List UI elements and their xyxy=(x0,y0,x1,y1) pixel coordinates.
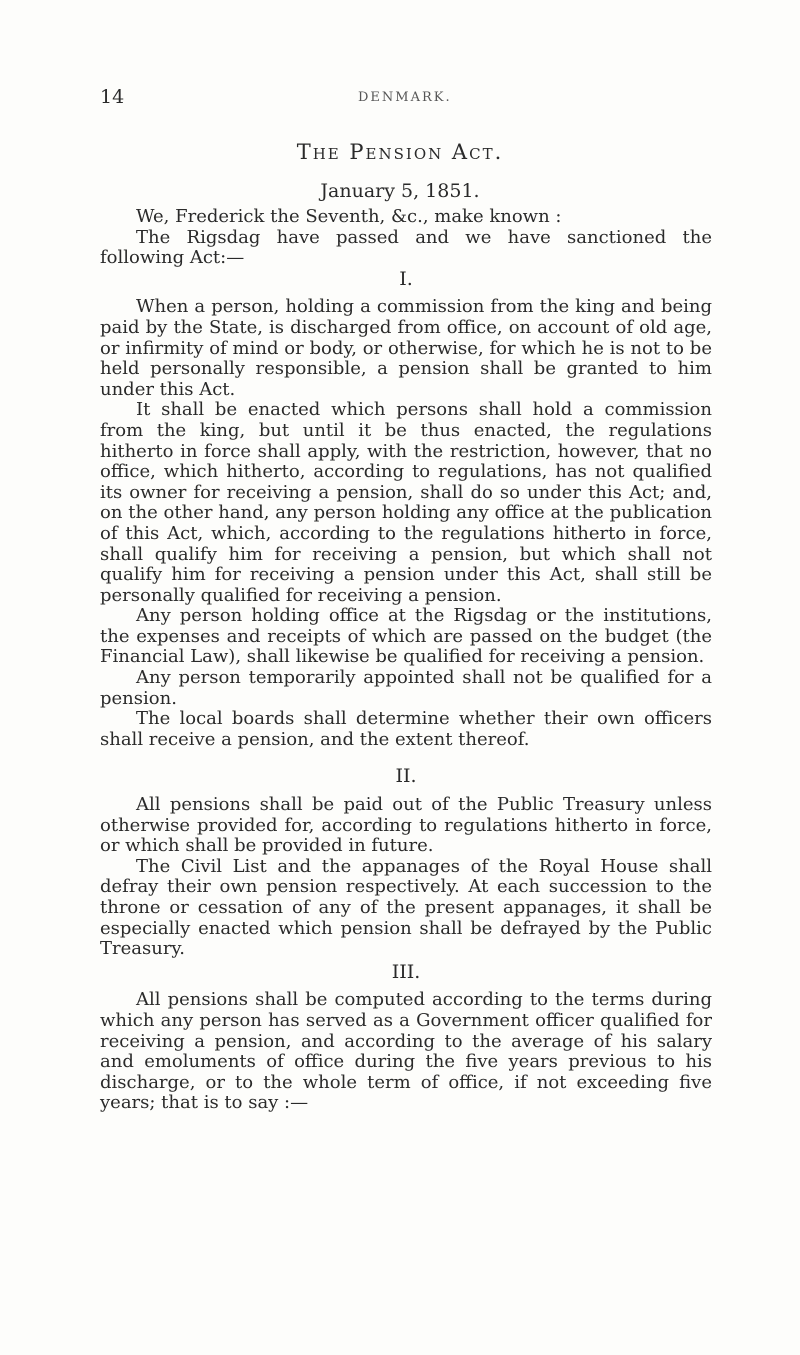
section-paragraph: The local boards shall determine whether their own officers shall receive a pension, and the extent thereof. xyxy=(100,708,712,750)
preamble-line: We, Frederick the Seventh, &c., make known : xyxy=(136,206,562,227)
document-title: The Pension Act. xyxy=(296,140,504,164)
section-paragraph: It shall be enacted which persons shall hold a commission from the king, but until it be thus enacted, the regulations hitherto in force shall apply, with the restriction, however, that no office, which hitherto, according to regulations, has not qualified its owner for receiving a pension, shall do so under this Act; and, on the other hand, any person holding any office at the publication of this Act, which, according to the regulations hitherto in force, shall qualify him for receiving a pension, but which shall not qualify him for receiving a pension under this Act, shall still be personally qualified for receiving a pension. xyxy=(100,399,712,606)
running-head xyxy=(100,86,700,116)
section-paragraph: When a person, holding a commission from the king and being paid by the State, is discharged from office, on account of old age, or infirmity of mind or body, or otherwise, for which he is not to be held personally responsible, a pension shall be granted to him under this Act. xyxy=(100,296,712,400)
document-body xyxy=(100,207,712,1114)
section-number: I. xyxy=(399,267,413,290)
section-number: II. xyxy=(395,765,417,788)
document-date: January 5, 1851. xyxy=(320,180,480,202)
preamble-line: The Rigsdag have passed and we have sanctioned the following Act:— xyxy=(100,226,712,269)
section-paragraph: All pensions shall be paid out of the Public Treasury unless otherwise provided for, according to regulations hitherto in force, or which shall be provided in future. xyxy=(100,794,712,857)
section-paragraph: The Civil List and the appanages of the Royal House shall defray their own pension respectively. At each succession to the throne or cessation of any of the present appanages, it shall be especially enacted which pension shall be defrayed by the Public Treasury. xyxy=(100,855,712,960)
page-number: 14 xyxy=(100,86,125,108)
running-head-title: DENMARK. xyxy=(358,90,452,105)
section-paragraph: Any person temporarily appointed shall not be qualified for a pension. xyxy=(100,667,712,709)
section-number: III. xyxy=(391,960,421,983)
section-paragraph: All pensions shall be computed according to the terms during which any person has served as a Government officer qualified for receiving a pension, and according to the average of his salary and emoluments of office during the five years previous to his discharge, or to the whole term of office, if not exceeding five years; that is to say :— xyxy=(100,989,712,1114)
section-paragraph: Any person holding office at the Rigsdag or the institutions, the expenses and receipts of which are passed on the budget (the Financial Law), shall likewise be qualified for receiving a pension. xyxy=(100,605,712,668)
